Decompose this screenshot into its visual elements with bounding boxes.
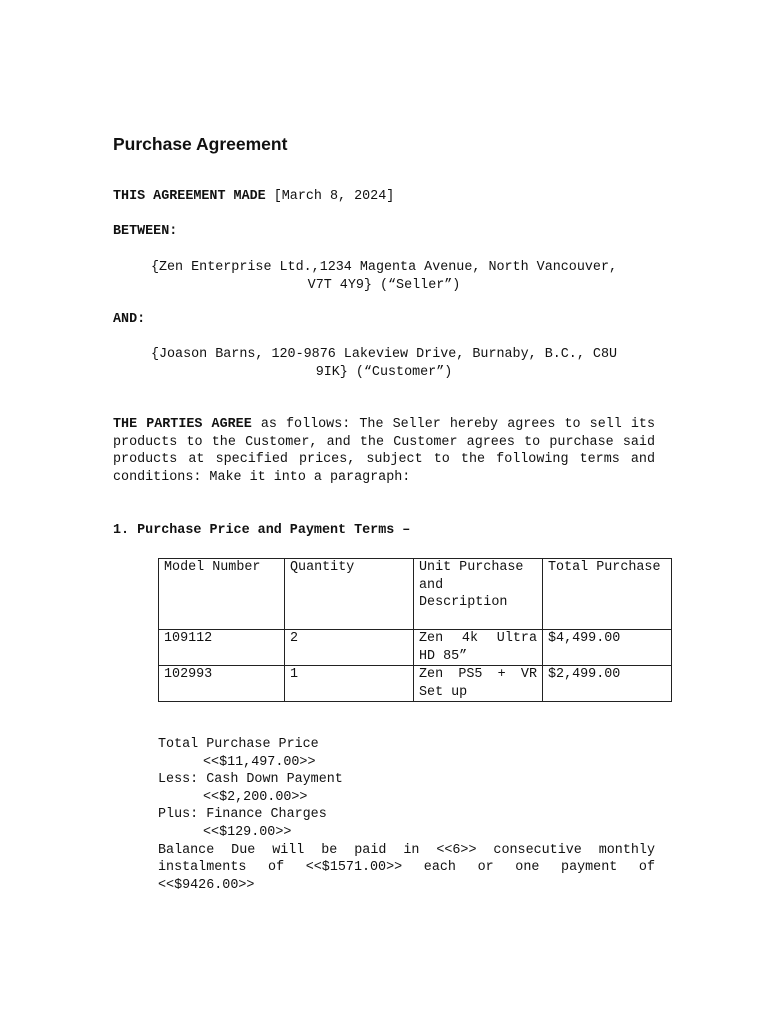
parties-text: as follows: The Seller hereby agrees to sell its products to the Customer, and the Customer agrees to purchase said products at specified prices, subject to the following terms and conditions: Make it into a paragraph: (113, 417, 656, 485)
agreement-made-label: THIS AGREEMENT MADE (113, 189, 266, 204)
totals-block (158, 736, 655, 894)
agreement-date: [March 8, 2024] (273, 189, 395, 204)
and-label: AND: (113, 312, 146, 327)
cell-quantity: 1 (285, 666, 414, 702)
seller-line-2: V7T 4Y9} (“Seller”) (307, 277, 461, 293)
between-label: BETWEEN: (113, 224, 178, 239)
cell-model: 109112 (159, 630, 285, 666)
customer-block (113, 346, 655, 381)
seller-block (113, 259, 655, 294)
section-1-number: 1. (113, 523, 130, 538)
description-line-1: Zen PS5 + VR (419, 667, 537, 683)
total-price-label: Total Purchase Price (158, 737, 319, 752)
cash-down-value: <<$2,200.00>> (203, 789, 308, 805)
description-line-2: Set up (419, 684, 468, 700)
table-row (159, 666, 672, 702)
cell-quantity: 2 (285, 630, 414, 666)
parties-lead: THE PARTIES AGREE (113, 417, 252, 432)
agreement-date-line (113, 188, 394, 206)
section-1-heading (113, 522, 410, 540)
header-unit-purchase: Unit Purchase and Description (414, 559, 543, 630)
finance-charges-label: Plus: Finance Charges (158, 807, 327, 823)
table-header-row (159, 559, 672, 630)
customer-line-2: 9IK} (“Customer”) (315, 364, 453, 380)
description-line-2: HD 85” (419, 648, 468, 664)
parties-paragraph (113, 416, 655, 486)
section-1-title: Purchase Price and Payment Terms – (137, 523, 411, 538)
header-total-purchase: Total Purchase (543, 559, 672, 630)
header-model-number: Model Number (159, 559, 285, 630)
cash-down-label: Less: Cash Down Payment (158, 772, 343, 788)
header-quantity: Quantity (285, 559, 414, 630)
description-line-1: Zen 4k Ultra (419, 631, 537, 646)
cell-description (414, 630, 543, 666)
cell-model: 102993 (159, 666, 285, 702)
cell-description (414, 666, 543, 702)
cell-total: $2,499.00 (543, 666, 672, 702)
seller-line-1: {Zen Enterprise Ltd.,1234 Magenta Avenue, North Vancouver, (150, 260, 618, 275)
finance-charges-value: <<$129.00>> (203, 824, 292, 840)
cell-total: $4,499.00 (543, 630, 672, 666)
purchase-table (158, 558, 672, 702)
customer-line-1: {Joason Barns, 120-9876 Lakeview Drive, Burnaby, B.C., C8U (150, 347, 618, 362)
table-row (159, 630, 672, 666)
balance-due-text: Balance Due will be paid in <<6>> consecutive monthly instalments of <<$1571.00>> each or one payment of <<$9426.00>> (158, 842, 655, 893)
document-title: Purchase Agreement (113, 134, 288, 154)
total-price-value: <<$11,497.00>> (203, 754, 316, 770)
